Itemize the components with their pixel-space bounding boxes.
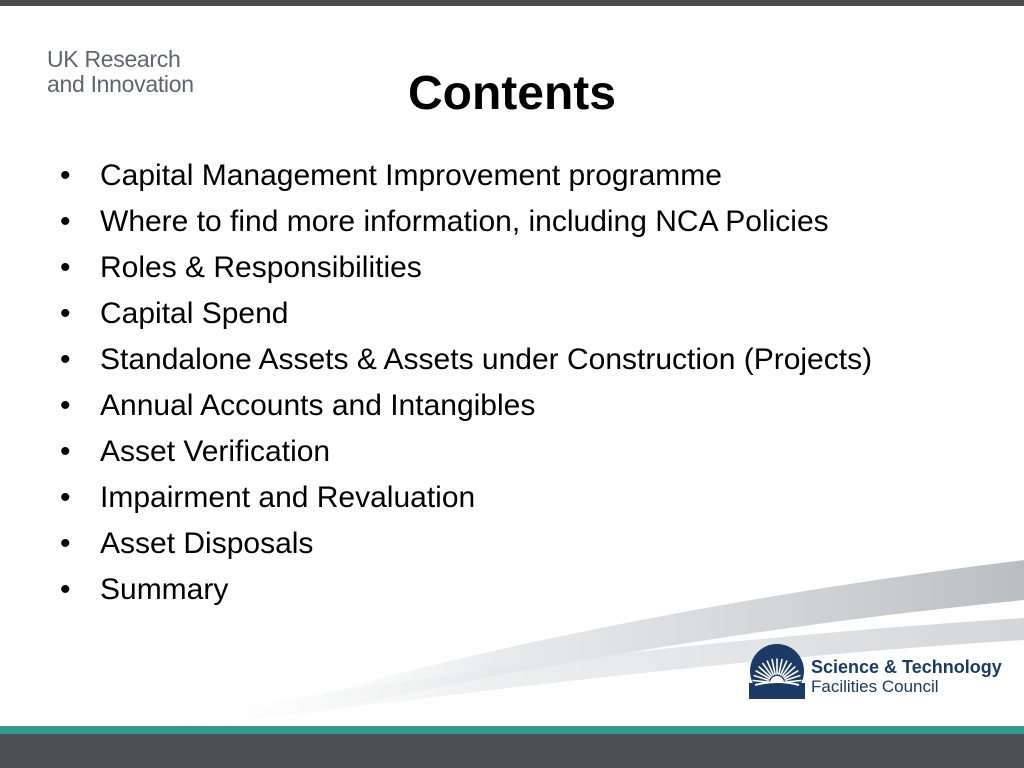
stfc-logo-text: [811, 657, 1002, 697]
ukri-logo-line1: UK Research: [47, 46, 181, 72]
contents-list: [58, 158, 988, 618]
contents-item: [58, 158, 988, 194]
stfc-logo-line2: Facilities Council: [811, 677, 939, 696]
contents-item: [58, 480, 988, 516]
bullet-icon: •: [60, 481, 71, 514]
contents-item-text: Summary: [100, 573, 229, 606]
bullet-icon: •: [60, 527, 71, 560]
contents-item-text: Asset Verification: [100, 435, 331, 468]
contents-item-text: Annual Accounts and Intangibles: [100, 389, 536, 422]
bullet-icon: •: [60, 343, 71, 376]
bullet-icon: •: [60, 205, 71, 238]
contents-item-text: Capital Management Improvement programme: [100, 159, 722, 192]
stfc-logo: [749, 641, 1009, 701]
contents-item: [58, 388, 988, 424]
ukri-logo-line2: and Innovation: [47, 71, 194, 97]
footer-bar: [0, 734, 1024, 768]
footer-accent-stripe: [0, 726, 1024, 734]
bullet-icon: •: [60, 389, 71, 422]
contents-item-text: Roles & Responsibilities: [100, 251, 422, 284]
slide-title: Contents: [408, 67, 616, 120]
contents-item-text: Where to find more information, including NCA Policies: [100, 205, 829, 238]
contents-item: [58, 204, 988, 240]
starburst-emblem-icon: [749, 643, 805, 699]
bullet-icon: •: [60, 297, 71, 330]
contents-item: [58, 342, 988, 378]
contents-item: [58, 434, 988, 470]
stfc-logo-line1: Science & Technology: [811, 657, 1002, 677]
contents-item: [58, 296, 988, 332]
contents-item-text: Standalone Assets & Assets under Construction (Projects): [100, 343, 873, 376]
contents-item: [58, 572, 988, 608]
contents-item: [58, 250, 988, 286]
contents-item-text: Asset Disposals: [100, 527, 314, 560]
contents-item-text: Impairment and Revaluation: [100, 481, 476, 514]
bullet-icon: •: [60, 573, 71, 606]
bullet-icon: •: [60, 159, 71, 192]
contents-item-text: Capital Spend: [100, 297, 289, 330]
contents-item: [58, 526, 988, 562]
bullet-icon: •: [60, 251, 71, 284]
bullet-icon: •: [60, 435, 71, 468]
